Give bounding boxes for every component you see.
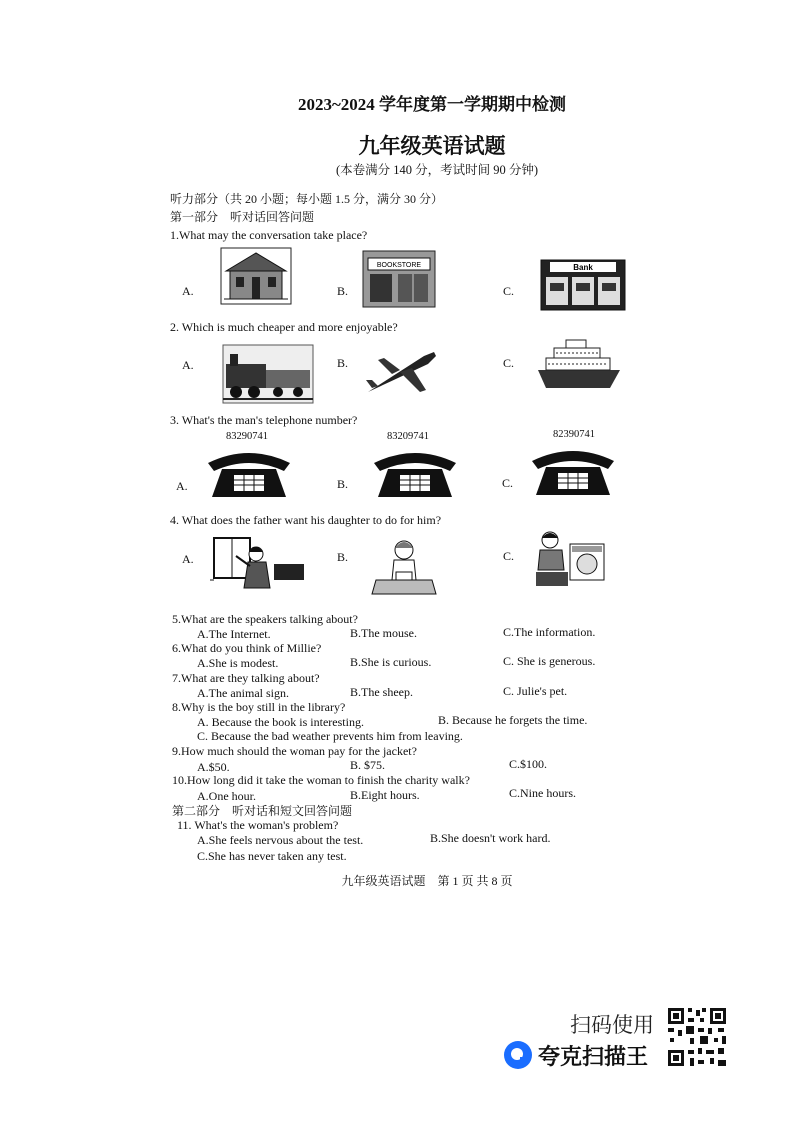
scan-to-use-label: 扫码使用 [570, 1013, 654, 1037]
q3-number-a: 83290741 [226, 431, 268, 442]
telephone-c-icon [528, 445, 618, 497]
listening-intro: 听力部分（共 20 小题；每小题 1.5 分，满分 30 分） [170, 192, 444, 206]
q4-stem: 4. What does the father want his daughter to do for him? [170, 513, 442, 527]
q5-option-a: A.The Internet. [197, 627, 271, 641]
q10-option-a: A.One hour. [197, 789, 256, 803]
q3-option-a: A. [176, 479, 188, 493]
girl-washing-clothes-image [534, 528, 610, 590]
q6-option-c: C. She is generous. [503, 654, 596, 668]
q11-stem: 11. What's the woman's problem? [177, 818, 339, 832]
q8-stem: 8.Why is the boy still in the library? [172, 700, 346, 714]
q10-option-b: B.Eight hours. [350, 788, 420, 802]
q9-stem: 9.How much should the woman pay for the jacket? [172, 744, 417, 758]
girl-at-desk-image [370, 536, 438, 598]
q8-option-b: B. Because he forgets the time. [438, 713, 588, 727]
q11-option-c: C.She has never taken any test. [197, 849, 347, 863]
cruise-ship-image [536, 336, 622, 392]
q4-option-b: B. [337, 550, 349, 564]
q7-option-a: A.The animal sign. [197, 686, 289, 700]
q8-option-a: A. Because the book is interesting. [197, 715, 364, 729]
q11-option-b: B.She doesn't work hard. [430, 831, 551, 845]
q9-option-a: A.$50. [197, 760, 230, 774]
q6-option-b: B.She is curious. [350, 655, 432, 669]
exam-subject-title: 九年级英语试题 [358, 134, 506, 158]
q10-stem: 10.How long did it take the woman to finish the charity walk? [172, 773, 470, 787]
q10-option-c: C.Nine hours. [509, 786, 576, 800]
q2-option-b: B. [337, 356, 349, 370]
telephone-b-icon [370, 447, 460, 499]
bookstore-sign: BOOKSTORE [376, 262, 422, 269]
q4-option-a: A. [182, 552, 194, 566]
quark-brand-name: 夸克扫描王 [538, 1045, 649, 1070]
airplane-image [364, 346, 440, 396]
q6-stem: 6.What do you think of Millie? [172, 641, 322, 655]
q5-option-b: B.The mouse. [350, 626, 417, 640]
q2-option-a: A. [182, 358, 194, 372]
q6-option-a: A.She is modest. [197, 656, 279, 670]
q3-stem: 3. What's the man's telephone number? [170, 413, 358, 427]
train-image [222, 344, 314, 404]
telephone-a-icon [204, 447, 294, 499]
page-footer: 九年级英语试题 第 1 页 共 8 页 [341, 874, 513, 888]
q1-option-c: C. [503, 284, 515, 298]
q9-option-c: C.$100. [509, 757, 548, 771]
post-office-image [220, 247, 292, 305]
q5-option-c: C.The information. [503, 625, 596, 639]
q7-option-b: B.The sheep. [350, 685, 413, 699]
q9-option-b: B. $75. [350, 758, 386, 772]
q7-stem: 7.What are they talking about? [172, 671, 320, 685]
qr-code-icon[interactable] [666, 1006, 728, 1068]
q4-option-c: C. [503, 549, 515, 563]
q3-option-b: B. [337, 477, 349, 491]
q5-stem: 5.What are the speakers talking about? [172, 612, 358, 626]
part-one-heading: 第一部分 听对话回答问题 [170, 210, 315, 224]
q2-option-c: C. [503, 356, 515, 370]
q1-stem: 1.What may the conversation take place? [170, 228, 368, 242]
part-two-heading: 第二部分 听对话和短文回答问题 [172, 804, 353, 818]
q2-stem: 2. Which is much cheaper and more enjoyable? [170, 320, 398, 334]
q3-number-b: 83209741 [387, 431, 429, 442]
quark-logo-icon [503, 1040, 533, 1070]
bookstore-image [362, 250, 436, 308]
q1-option-b: B. [337, 284, 349, 298]
exam-term-title: 2023~2024 学年度第一学期期中检测 [297, 95, 567, 114]
q3-number-c: 82390741 [553, 429, 595, 440]
q1-option-a: A. [182, 284, 194, 298]
girl-cleaning-window-image [210, 536, 306, 598]
bank-sign: Bank [573, 263, 593, 272]
bank-image [540, 259, 626, 311]
q11-option-a: A.She feels nervous about the test. [197, 833, 364, 847]
q8-option-c: C. Because the bad weather prevents him from leaving. [197, 729, 463, 743]
q7-option-c: C. Julie's pet. [503, 684, 568, 698]
exam-score-info: (本卷满分 140 分，考试时间 90 分钟) [335, 163, 539, 177]
q3-option-c: C. [502, 476, 514, 490]
